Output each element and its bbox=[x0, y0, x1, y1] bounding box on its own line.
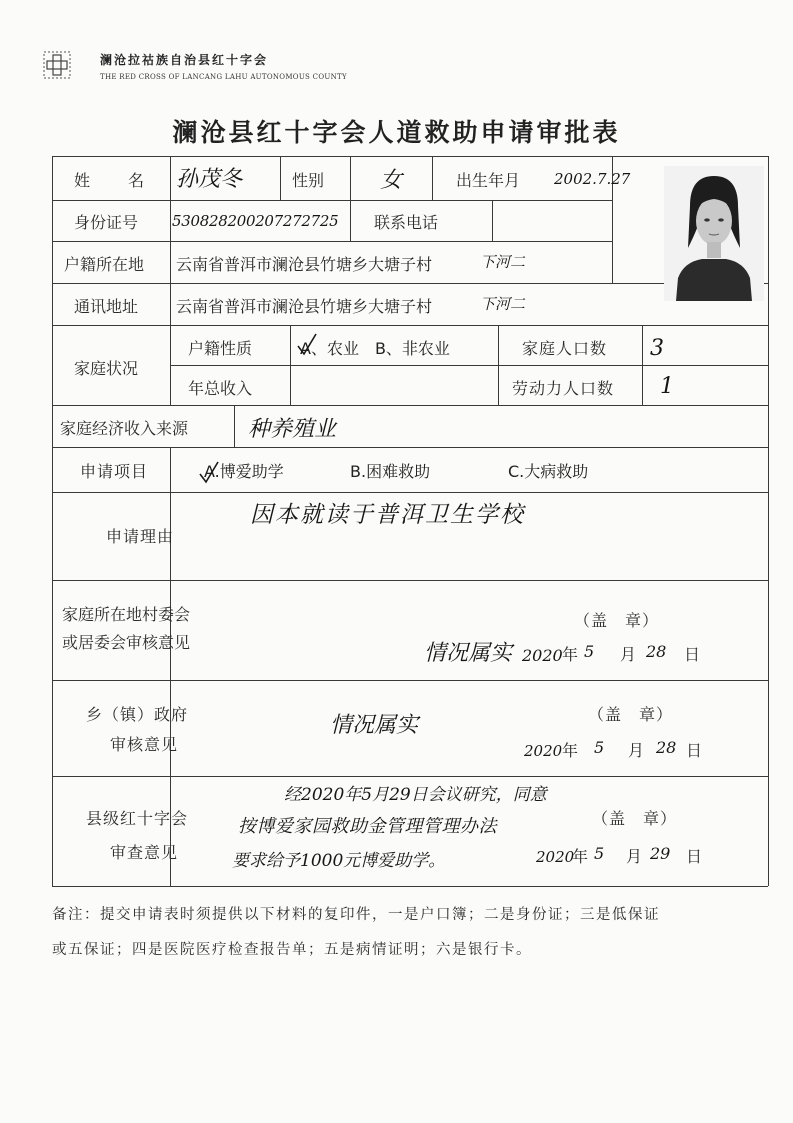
town-date-month[interactable]: 5 bbox=[594, 738, 605, 757]
village-month-char: 月 bbox=[620, 645, 637, 664]
org-name-en: THE RED CROSS OF LANCANG LAHU AUTONOMOUS COUNTY bbox=[100, 73, 347, 81]
mailing-address-suffix[interactable]: 下河二 bbox=[480, 295, 526, 313]
id-label: 身份证号 bbox=[74, 213, 139, 232]
reason-label: 申请理由 bbox=[106, 527, 175, 546]
town-month-char: 月 bbox=[628, 741, 645, 760]
gender-label: 性别 bbox=[292, 171, 325, 190]
village-review-label-1: 家庭所在地村委会 bbox=[62, 605, 191, 624]
income-source-value[interactable]: 种养殖业 bbox=[248, 417, 337, 442]
town-seal: （盖 章） bbox=[588, 705, 674, 724]
town-review-label-1: 乡（镇）政府 bbox=[86, 705, 189, 724]
household-address-label: 户籍所在地 bbox=[64, 255, 145, 274]
form-title: 澜沧县红十字会人道救助申请审批表 bbox=[172, 118, 621, 147]
county-opinion-line-3[interactable]: 要求给予1000元博爱助学。 bbox=[232, 851, 446, 871]
county-day-char: 日 bbox=[686, 847, 703, 866]
gender-value[interactable]: 女 bbox=[380, 168, 403, 193]
town-year-char: 年 bbox=[562, 741, 579, 760]
red-cross-logo bbox=[40, 48, 74, 82]
county-year-char: 年 bbox=[572, 847, 589, 866]
population-value[interactable]: 3 bbox=[650, 336, 664, 361]
birth-label: 出生年月 bbox=[456, 171, 521, 190]
village-day-char: 日 bbox=[684, 645, 701, 664]
town-date-day[interactable]: 28 bbox=[656, 738, 677, 757]
population-label: 家庭人口数 bbox=[522, 339, 608, 358]
county-review-label-1: 县级红十字会 bbox=[86, 809, 189, 828]
org-name-cn: 澜沧拉祜族自治县红十字会 bbox=[100, 53, 269, 67]
county-date-month[interactable]: 5 bbox=[594, 844, 605, 863]
note-line-1: 备注：提交申请表时须提供以下材料的复印件，一是户口簿；二是身份证；三是低保证 bbox=[52, 907, 660, 923]
county-review-label-2: 审查意见 bbox=[110, 843, 179, 862]
application-option-b[interactable]: B.困难救助 bbox=[350, 462, 431, 481]
village-opinion[interactable]: 情况属实 bbox=[424, 641, 513, 666]
town-opinion[interactable]: 情况属实 bbox=[330, 713, 419, 738]
town-review-label-2: 审核意见 bbox=[110, 735, 179, 754]
village-date-day[interactable]: 28 bbox=[646, 642, 667, 661]
application-check-icon bbox=[198, 460, 220, 486]
town-day-char: 日 bbox=[686, 741, 703, 760]
phone-label: 联系电话 bbox=[374, 213, 439, 232]
mailing-address-value[interactable]: 云南省普洱市澜沧县竹塘乡大塘子村 bbox=[176, 297, 433, 316]
name-label: 姓 名 bbox=[74, 171, 147, 190]
village-date-year[interactable]: 2020 bbox=[522, 646, 563, 665]
application-option-c[interactable]: C.大病救助 bbox=[508, 462, 589, 481]
town-date-year[interactable]: 2020 bbox=[524, 742, 563, 760]
application-option-a[interactable]: A.博爱助学 bbox=[204, 462, 284, 481]
village-date-month[interactable]: 5 bbox=[584, 642, 595, 661]
household-address-value[interactable]: 云南省普洱市澜沧县竹塘乡大塘子村 bbox=[176, 255, 433, 274]
labor-label: 劳动力人口数 bbox=[512, 379, 615, 398]
village-year-char: 年 bbox=[562, 645, 579, 664]
income-label: 年总收入 bbox=[188, 379, 253, 398]
county-date-day[interactable]: 29 bbox=[650, 844, 671, 863]
county-month-char: 月 bbox=[626, 847, 643, 866]
county-opinion-line-2[interactable]: 按博爱家园救助金管理管理办法 bbox=[238, 816, 497, 837]
hukou-options[interactable]: A、农业 B、非农业 bbox=[300, 339, 450, 358]
reason-value[interactable]: 因本就读于普洱卫生学校 bbox=[250, 502, 525, 528]
application-item-label: 申请项目 bbox=[80, 462, 149, 481]
mailing-address-label: 通讯地址 bbox=[74, 297, 139, 316]
county-seal: （盖 章） bbox=[592, 809, 678, 828]
family-status-label: 家庭状况 bbox=[74, 359, 139, 378]
labor-value[interactable]: 1 bbox=[660, 374, 674, 399]
birth-value[interactable]: 2002.7.27 bbox=[554, 170, 631, 188]
hukou-type-label: 户籍性质 bbox=[188, 339, 253, 358]
village-seal: （盖 章） bbox=[574, 611, 660, 630]
county-opinion-line-1[interactable]: 经2020年5月29日会议研究，同意 bbox=[284, 785, 547, 805]
household-address-suffix[interactable]: 下河二 bbox=[480, 253, 526, 271]
income-source-label: 家庭经济收入来源 bbox=[60, 419, 189, 438]
village-review-label-2: 或居委会审核意见 bbox=[62, 633, 191, 652]
application-form bbox=[52, 156, 768, 886]
county-date-year[interactable]: 2020 bbox=[536, 848, 575, 866]
name-value[interactable]: 孙茂冬 bbox=[176, 167, 243, 192]
hukou-check-icon bbox=[296, 332, 318, 358]
applicant-photo bbox=[664, 166, 764, 301]
note-line-2: 或五保证；四是医院医疗检查报告单；五是病情证明；六是银行卡。 bbox=[52, 942, 532, 958]
id-value[interactable]: 530828200207272725 bbox=[172, 212, 339, 230]
